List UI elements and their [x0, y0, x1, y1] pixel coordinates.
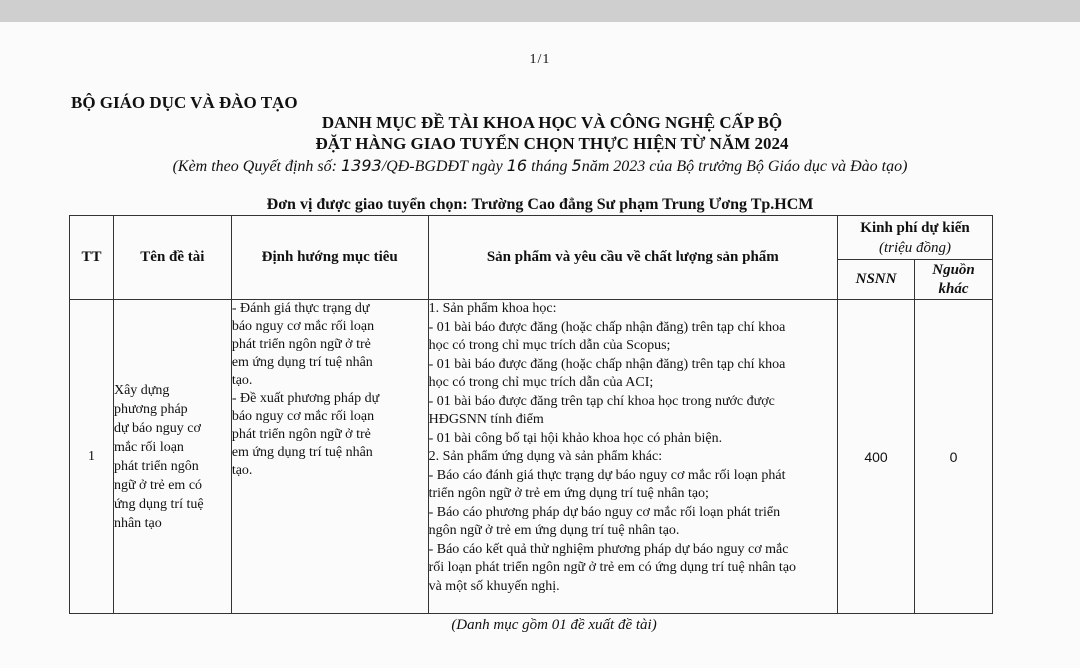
product-line: - 01 bài báo được đăng trên tạp chí khoa học trong nước được — [428, 393, 775, 409]
decision-middle: /QĐ-BGDĐT ngày — [381, 158, 503, 175]
goal-line: phát triển ngôn ngữ ở trẻ — [231, 337, 371, 352]
topics-table — [69, 215, 993, 614]
goal-line: phát triển ngôn ngữ ở trẻ — [231, 427, 371, 442]
table-row — [70, 300, 993, 614]
product-line: ngôn ngữ ở trẻ em ứng dụng trí tuệ nhân tạo. — [428, 523, 680, 538]
goal-line: em ứng dụng trí tuệ nhân — [231, 355, 373, 370]
product-line: - 01 bài báo được đăng (hoặc chấp nhận đăng) trên tạp chí khoa — [428, 319, 786, 335]
goal-line: em ứng dụng trí tuệ nhân — [231, 445, 373, 460]
page-number: 1/1 — [529, 52, 551, 67]
decision-month: 5 — [571, 156, 582, 175]
decision-suffix: năm 2023 của Bộ trưởng Bộ Giáo dục và Đào tạo) — [581, 158, 908, 175]
goal-line: - Đánh giá thực trạng dự — [231, 301, 370, 316]
goal-line: tạo. — [231, 373, 253, 388]
product-line: - Báo cáo đánh giá thực trạng dự báo nguy cơ mắc rối loạn phát — [428, 467, 786, 483]
decision-prefix: (Kèm theo Quyết định số: — [172, 158, 337, 175]
header-other-line2: khác — [938, 280, 969, 297]
product-line: triển ngôn ngữ ở trẻ em ứng dụng trí tuệ nhân tạo; — [428, 486, 709, 501]
goal-line: - Đề xuất phương pháp dự — [231, 391, 380, 406]
footer-note: (Danh mục gồm 01 đề xuất đề tài) — [451, 617, 657, 633]
header-other-source — [915, 260, 993, 300]
header-budget — [838, 216, 993, 260]
topic-name-line: ngữ ở trẻ em có — [113, 477, 203, 493]
row-products — [428, 300, 837, 614]
product-line: rối loạn phát triển ngôn ngữ ở trẻ em có ứng dụng trí tuệ nhân tạo — [428, 560, 797, 575]
viewer-top-strip — [0, 0, 1080, 22]
header-nsnn: NSNN — [838, 260, 915, 300]
product-line: 2. Sản phẩm ứng dụng và sản phẩm khác: — [428, 449, 663, 464]
product-line: HĐGSNN tính điểm — [428, 412, 544, 427]
product-line: học có trong chỉ mục trích dẫn của Scopus; — [428, 338, 671, 353]
row-tt: 1 — [70, 300, 114, 614]
goal-line: báo nguy cơ mắc rối loạn — [231, 319, 375, 334]
decision-day: 16 — [506, 156, 528, 175]
document-title-line2: ĐẶT HÀNG GIAO TUYỂN CHỌN THỰC HIỆN TỪ NĂM 2024 — [315, 134, 789, 153]
topic-name-line: mắc rối loạn — [113, 439, 184, 455]
header-tt: TT — [70, 216, 114, 300]
header-budget-title: Kinh phí dự kiến — [860, 219, 970, 236]
decision-number: 1393 — [340, 156, 382, 175]
product-line: 1. Sản phẩm khoa học: — [428, 301, 557, 316]
header-products: Sản phẩm và yêu cầu về chất lượng sản phẩm — [428, 216, 837, 300]
product-line: và một số khuyến nghị. — [428, 578, 560, 594]
decision-month-label: tháng — [531, 158, 568, 175]
product-line: - Báo cáo kết quả thử nghiệm phương pháp dự báo nguy cơ mắc — [428, 541, 789, 557]
ministry-name: BỘ GIÁO DỤC VÀ ĐÀO TẠO — [71, 93, 298, 112]
decision-reference — [0, 156, 1080, 176]
product-line: - 01 bài công bố tại hội khảo khoa học có phản biện. — [428, 430, 723, 446]
row-nsnn-value: 400 — [838, 300, 915, 614]
header-budget-unit: (triệu đồng) — [878, 239, 952, 256]
assigned-unit: Đơn vị được giao tuyển chọn: Trường Cao đẳng Sư phạm Trung Ương Tp.HCM — [266, 196, 814, 213]
topic-name-line: Xây dựng — [113, 382, 170, 398]
topic-name-line: phương pháp — [113, 401, 188, 417]
header-name: Tên đề tài — [113, 216, 231, 300]
product-line: học có trong chỉ mục trích dẫn của ACI; — [428, 375, 654, 390]
product-line: - Báo cáo phương pháp dự báo nguy cơ mắc rối loạn phát triển — [428, 504, 781, 520]
goal-line: báo nguy cơ mắc rối loạn — [231, 409, 375, 424]
header-goal: Định hướng mục tiêu — [231, 216, 428, 300]
product-line: - 01 bài báo được đăng (hoặc chấp nhận đăng) trên tạp chí khoa — [428, 356, 786, 372]
topic-name-line: dự báo nguy cơ — [113, 420, 201, 436]
row-topic-name — [113, 300, 231, 614]
row-other-source-value: 0 — [915, 300, 993, 614]
topic-name-line: ứng dụng trí tuệ — [113, 496, 204, 512]
row-goal — [231, 300, 428, 614]
document-title-line1: DANH MỤC ĐỀ TÀI KHOA HỌC VÀ CÔNG NGHỆ CẤP BỘ — [321, 113, 783, 132]
topic-name-line: phát triển ngôn — [113, 458, 199, 474]
topic-name-line: nhân tạo — [113, 515, 162, 531]
goal-line: tạo. — [231, 463, 253, 478]
header-other-line1: Nguồn — [932, 261, 975, 278]
